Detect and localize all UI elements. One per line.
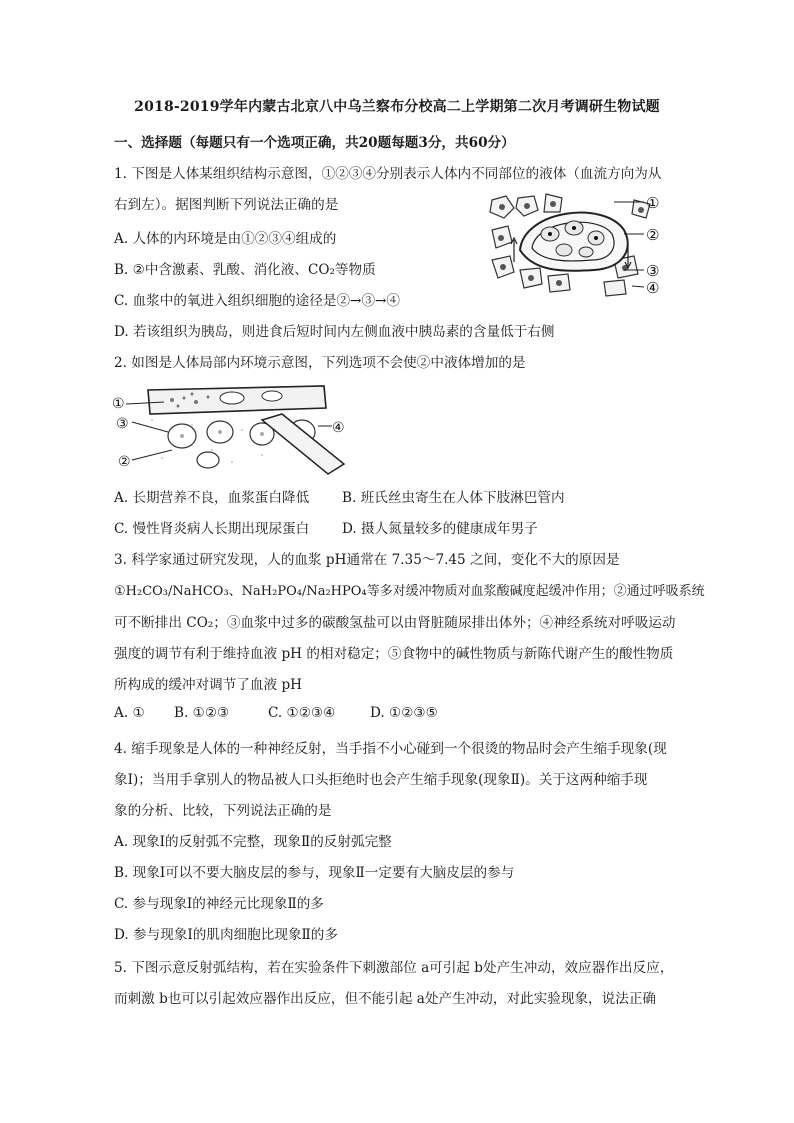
section-heading: 一、选择题（每题只有一个选项正确，共20题每题3分，共60分）	[114, 135, 515, 151]
q3-option-a: A. ①	[114, 705, 145, 721]
q1-fig-label-1: ①	[646, 194, 660, 212]
q3-option-d: D. ①②③⑤	[370, 705, 438, 721]
q1-stem-line2: 右到左）。据图判断下列说法正确的是	[114, 197, 339, 213]
q1-fig-label-3: ③	[646, 262, 660, 280]
q3-line4: 强度的调节有利于维持血液 pH 的相对稳定；⑤食物中的碱性物质与新陈代谢产生的酸性物质	[114, 646, 674, 662]
q4-option-a: A. 现象Ⅰ的反射弧不完整，现象Ⅱ的反射弧完整	[114, 834, 392, 850]
q2-option-c: C. 慢性肾炎病人长期出现尿蛋白	[114, 521, 310, 537]
q2-tissue-diagram	[112, 380, 352, 476]
q2-fig-label-3: ③	[116, 416, 129, 432]
q3-line5: 所构成的缓冲对调节了血液 pH	[114, 677, 303, 693]
q4-line2: 象Ⅰ)；当用手拿别人的物品被人口头拒绝时也会产生缩手现象(现象Ⅱ)。关于这两种缩手现	[114, 772, 648, 788]
q3-line1: 3. 科学家通过研究发现，人的血浆 pH通常在 7.35～7.45 之间，变化不大的原因是	[114, 552, 620, 568]
q1-option-c: C. 血浆中的氧进入组织细胞的途径是②→③→④	[114, 293, 401, 309]
q1-option-a: A. 人体的内环境是由①②③④组成的	[114, 231, 337, 247]
q3-option-c: C. ①②③④	[268, 705, 336, 721]
q1-option-b: B. ②中含激素、乳酸、消化液、CO₂等物质	[114, 262, 376, 278]
q2-fig-label-1: ①	[112, 396, 125, 412]
page-title: 2018-2019学年内蒙古北京八中乌兰察布分校高二上学期第二次月考调研生物试题	[134, 99, 660, 115]
q5-line1: 5. 下图示意反射弧结构，若在实验条件下刺激部位 a可引起 b处产生冲动，效应器作出反应，	[114, 960, 674, 976]
q1-fig-label-4: ④	[646, 279, 660, 297]
q2-fig-label-4: ④	[332, 420, 345, 436]
q1-option-d: D. 若该组织为胰岛，则进食后短时间内左侧血液中胰岛素的含量低于右侧	[114, 324, 555, 340]
q2-option-a: A. 长期营养不良，血浆蛋白降低	[114, 490, 310, 506]
q2-fig-label-2: ②	[118, 454, 131, 470]
q3-line2: ①H₂CO₃/NaHCO₃、NaH₂PO₄/Na₂HPO₄等多对缓冲物质对血浆酸碱度起缓冲作用；②通过呼吸系统	[114, 584, 705, 599]
q2-option-d: D. 摄人氮量较多的健康成年男子	[342, 521, 538, 537]
q4-line1: 4. 缩手现象是人体的一种神经反射，当手指不小心碰到一个很烫的物品时会产生缩手现象(现	[114, 741, 667, 757]
q1-fig-label-2: ②	[646, 226, 660, 244]
q5-line2: 而刺激 b也可以引起效应器作出反应，但不能引起 a处产生冲动，对此实验现象，说法正确	[114, 991, 657, 1007]
q1-stem-line1: 1. 下图是人体某组织结构示意图，①②③④分别表示人体内不同部位的液体（血流方向为从	[114, 166, 662, 182]
q3-option-b: B. ①②③	[174, 705, 230, 721]
q4-line3: 象的分析、比较，下列说法正确的是	[114, 803, 332, 819]
q4-option-d: D. 参与现象Ⅰ的肌肉细胞比现象Ⅱ的多	[114, 927, 338, 943]
q2-options-row2	[114, 517, 538, 537]
q4-option-b: B. 现象Ⅰ可以不要大脑皮层的参与，现象Ⅱ一定要有大脑皮层的参与	[114, 865, 515, 881]
q3-line3: 可不断排出 CO₂；③血浆中过多的碳酸氢盐可以由肾脏随尿排出体外；④神经系统对呼吸运动	[114, 615, 676, 631]
q1-tissue-diagram	[484, 190, 694, 300]
q2-stem: 2. 如图是人体局部内环境示意图，下列选项不会使②中液体增加的是	[114, 355, 526, 371]
q2-options-row1	[114, 486, 565, 506]
q4-option-c: C. 参与现象Ⅰ的神经元比现象Ⅱ的多	[114, 896, 324, 912]
q2-option-b: B. 班氏丝虫寄生在人体下肢淋巴管内	[342, 490, 565, 506]
q3-options-row	[114, 705, 438, 721]
